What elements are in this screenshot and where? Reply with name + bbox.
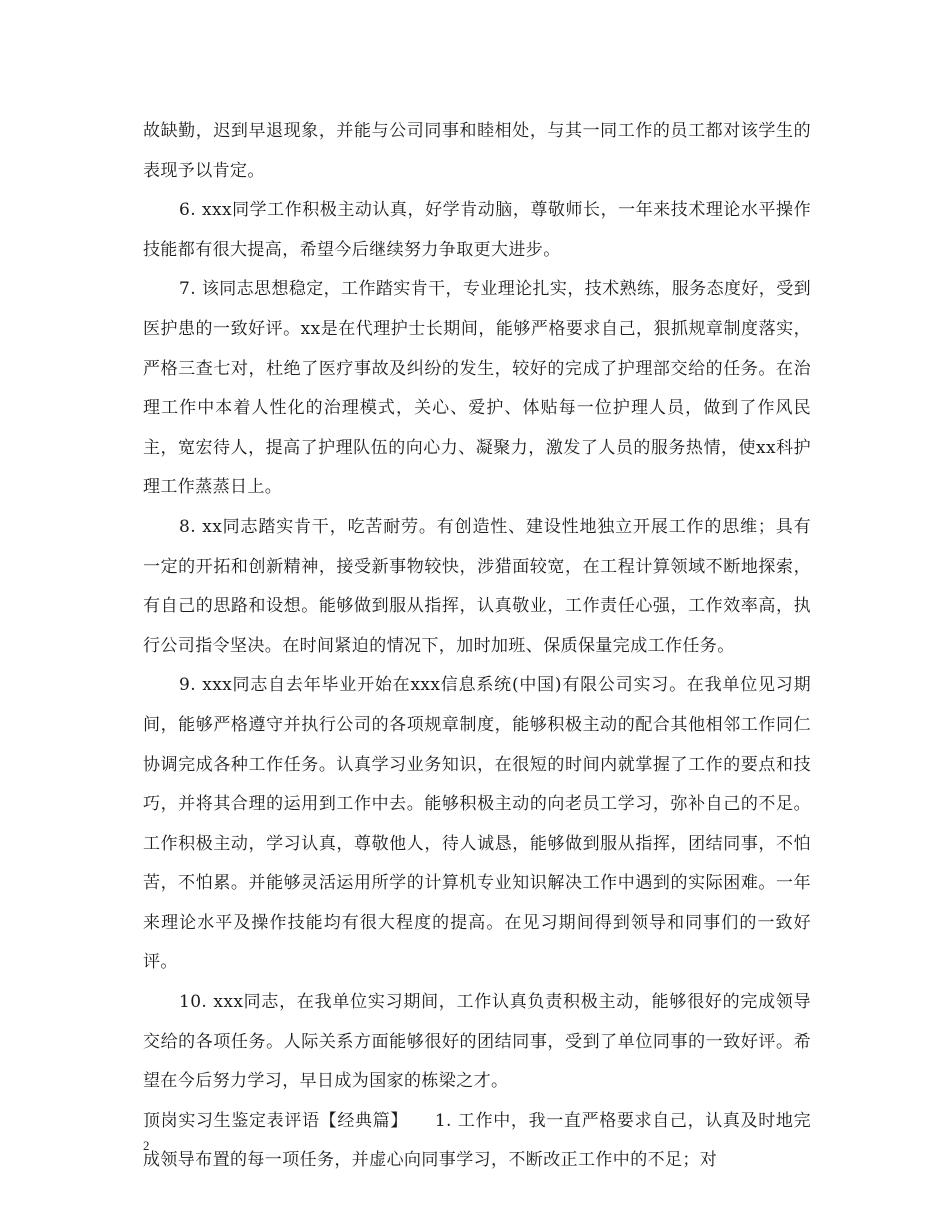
document-body	[143, 112, 811, 1181]
page-number: 2	[143, 1138, 150, 1153]
paragraph-item-9: 9. xxx同志自去年毕业开始在xxx信息系统(中国)有限公司实习。在我单位见习期间，能够严格遵守并执行公司的各项规章制度，能够积极主动的配合其他相邻工作同仁协调完成各种工作任务。认真学习业务知识，在很短的时间内就掌握了工作的要点和技巧，并将其合理的运用到工作中去。能够积极主动的向老员工学习，弥补自己的不足。工作积极主动，学习认真，尊敬他人，待人诚恳，能够做到服从指挥，团结同事，不怕苦，不怕累。并能够灵活运用所学的计算机专业知识解决工作中遇到的实际困难。一年来理论水平及操作技能均有很大程度的提高。在见习期间得到领导和同事们的一致好评。	[143, 675, 811, 973]
paragraph-item-8: 8. xx同志踏实肯干，吃苦耐劳。有创造性、建设性地独立开展工作的思维；具有一定的开拓和创新精神，接受新事物较快，涉猎面较宽，在工程计算领域不断地探索，有自己的思路和设想。能够做到服从指挥，认真敬业，工作责任心强，工作效率高，执行公司指令坚决。在时间紧迫的情况下，加时加班、保质保量完成工作任务。	[143, 516, 811, 656]
paragraph-item-10: 10. xxx同志，在我单位实习期间，工作认真负责积极主动，能够很好的完成领导交给的各项任务。人际关系方面能够很好的团结同事，受到了单位同事的一致好评。希望在今后努力学习，早日成为国家的栋梁之才。	[143, 992, 811, 1092]
paragraph-item-6: 6. xxx同学工作积极主动认真，好学肯动脑，尊敬师长，一年来技术理论水平操作技能都有很大提高，希望今后继续努力争取更大进步。	[143, 200, 811, 260]
paragraph-item-7: 7. 该同志思想稳定，工作踏实肯干，专业理论扎实，技术熟练，服务态度好，受到医护患的一致好评。xx是在代理护士长期间，能够严格要求自己，狠抓规章制度落实，严格三查七对，杜绝了医疗事故及纠纷的发生，较好的完成了护理部交给的任务。在治理工作中本着人性化的治理模式，关心、爱护、体贴每一位护理人员，做到了作风民主，宽宏待人，提高了护理队伍的向心力、凝聚力，激发了人员的服务热情，使xx科护理工作蒸蒸日上。	[143, 279, 811, 498]
paragraph-section-heading: 顶岗实习生鉴定表评语【经典篇】 1. 工作中，我一直严格要求自己，认真及时地完成领导布置的每一项任务，并虚心向同事学习，不断改正工作中的不足；对	[143, 1110, 811, 1171]
paragraph-continuation: 故缺勤，迟到早退现象，并能与公司同事和睦相处，与其一同工作的员工都对该学生的表现予以肯定。	[143, 121, 811, 181]
